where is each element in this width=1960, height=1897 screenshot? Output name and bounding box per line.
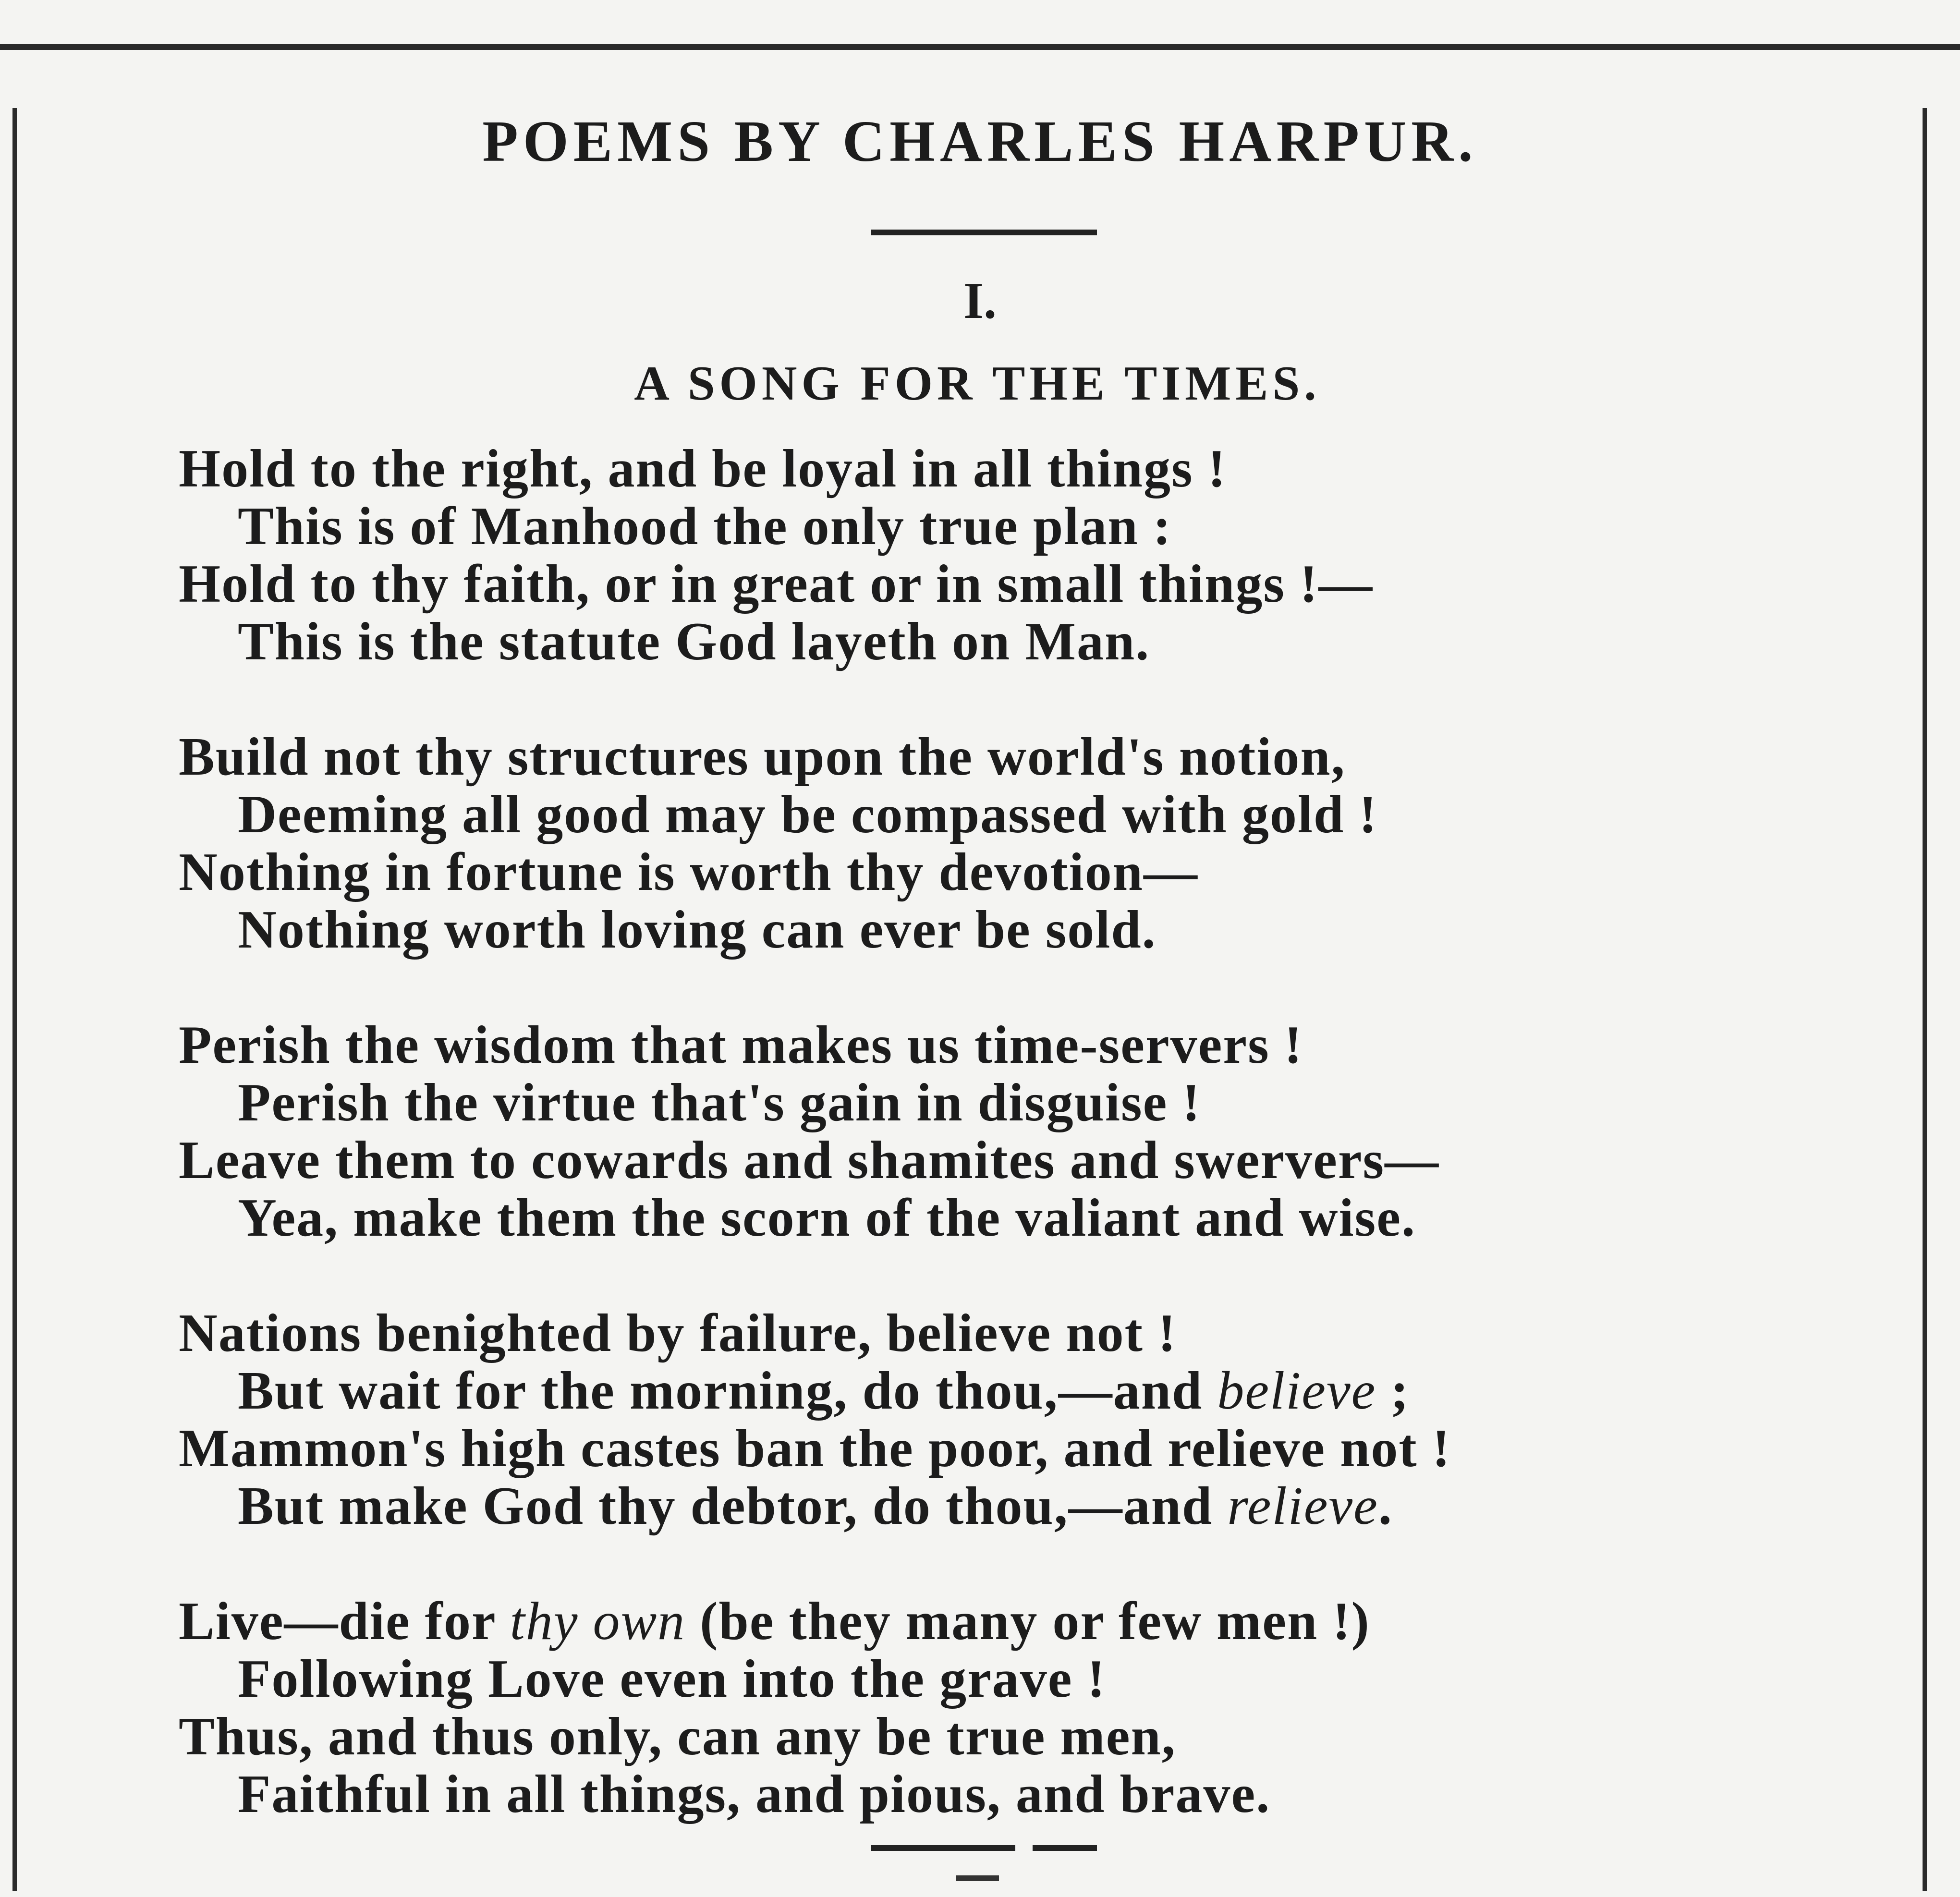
italic-text: thy own xyxy=(510,1592,686,1651)
poem-line xyxy=(179,1593,1451,1650)
poem-body xyxy=(179,440,1451,1881)
section-end-divider xyxy=(1033,1845,1097,1851)
line-text: Leave them to cowards and shamites and swervers— xyxy=(179,1131,1440,1190)
poem-line xyxy=(179,440,1451,498)
stanza xyxy=(179,728,1451,959)
poem-line xyxy=(179,1477,1451,1535)
section-number: I. xyxy=(963,272,997,329)
italic-text: believe xyxy=(1217,1361,1376,1421)
line-text: This is the statute God layeth on Man. xyxy=(238,612,1150,671)
poem-line xyxy=(179,843,1451,901)
poem-line xyxy=(179,1074,1451,1131)
poem-line xyxy=(179,1304,1451,1362)
top-rule xyxy=(0,44,1960,50)
line-text: Nothing worth loving can ever be sold. xyxy=(238,900,1157,960)
poem-title: A SONG FOR THE TIMES. xyxy=(634,356,1321,411)
line-text: Nothing in fortune is worth thy devotion— xyxy=(179,842,1199,902)
line-text: Perish the wisdom that makes us time-servers ! xyxy=(179,1015,1303,1075)
line-text: Mammon's high castes ban the poor, and relieve not ! xyxy=(179,1419,1451,1478)
poem-line xyxy=(179,1650,1451,1708)
poem-line xyxy=(179,1362,1451,1420)
line-text: Faithful in all things, and pious, and brave. xyxy=(238,1764,1271,1824)
line-text: But wait for the morning, do thou,—and xyxy=(238,1361,1217,1421)
poem-line xyxy=(179,498,1451,555)
line-text: Perish the virtue that's gain in disguise ! xyxy=(238,1073,1201,1132)
stanza xyxy=(179,1016,1451,1247)
line-text: This is of Manhood the only true plan : xyxy=(238,497,1172,556)
line-text: Nations benighted by failure, believe not ! xyxy=(179,1303,1177,1363)
poem-line xyxy=(179,1131,1451,1189)
poem-line xyxy=(179,1765,1451,1823)
line-text: Following Love even into the grave ! xyxy=(238,1649,1106,1709)
next-section-number-cropped xyxy=(956,1875,999,1897)
line-text: Hold to the right, and be loyal in all things ! xyxy=(179,439,1227,499)
stanza xyxy=(179,440,1451,670)
poem-line xyxy=(179,1189,1451,1247)
line-text: But make God thy debtor, do thou,—and xyxy=(238,1476,1228,1536)
poem-line xyxy=(179,901,1451,959)
title-divider xyxy=(871,230,1097,235)
line-text: Hold to thy faith, or in great or in small things !— xyxy=(179,554,1374,614)
line-text: Live—die for xyxy=(179,1592,510,1651)
poem-line xyxy=(179,786,1451,843)
poem-line xyxy=(179,728,1451,786)
poem-line xyxy=(179,1420,1451,1477)
section-end-divider xyxy=(871,1845,1015,1851)
line-text: Thus, and thus only, can any be true men, xyxy=(179,1707,1176,1766)
line-text: (be they many or few men !) xyxy=(685,1592,1370,1651)
line-text: Build not thy structures upon the world's notion, xyxy=(179,727,1346,787)
poem-line xyxy=(179,1708,1451,1765)
poem-line xyxy=(179,1016,1451,1074)
line-text: Yea, make them the scorn of the valiant and wise. xyxy=(238,1188,1416,1248)
page-title: POEMS BY CHARLES HARPUR. xyxy=(482,109,1478,174)
italic-text: relieve xyxy=(1227,1476,1378,1536)
line-text: . xyxy=(1378,1476,1393,1536)
line-text: ; xyxy=(1376,1361,1410,1421)
line-text: Deeming all good may be compassed with gold ! xyxy=(238,785,1378,844)
stanza xyxy=(179,1593,1451,1823)
stanza xyxy=(179,1304,1451,1535)
poem-line xyxy=(179,613,1451,670)
poem-line xyxy=(179,555,1451,613)
